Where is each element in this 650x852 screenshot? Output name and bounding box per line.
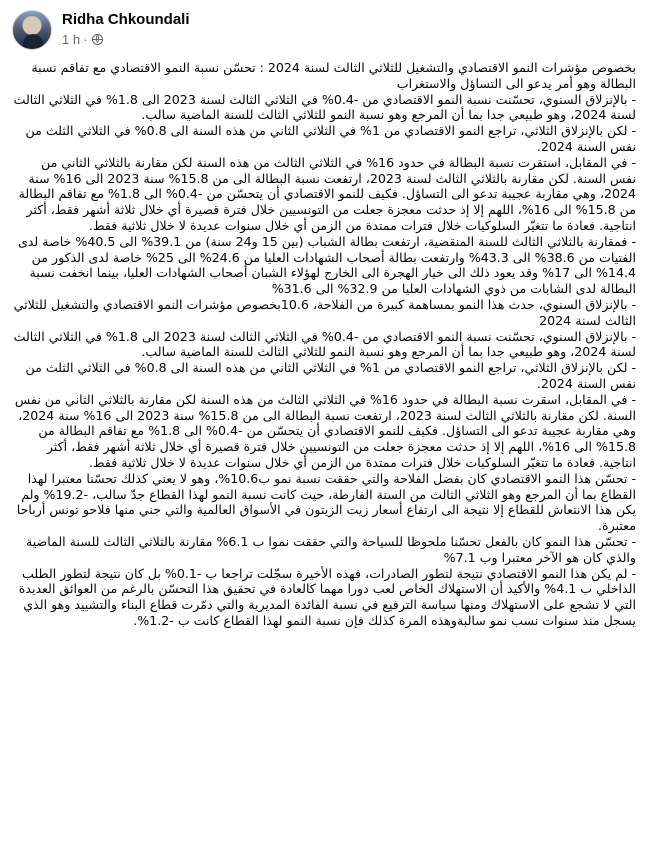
post-paragraph: - في المقابل، اسقرت نسبة البطالة في حدود 16% في الثلاثي الثالث من هذه السنة لكن مقارنة بالثلاثي الثاني من نفس السنة. لكن مقارنة بالثلاثي الثالث لسنة 2023، ارتفعت نسبة البطالة الى من 15.8% سنة 2023 الى 16% سنة 2024، وهي مقاربة عجيبة تدعو الى التساؤل. فكيف للنمو الاقتصادي أن يتحسّن من -0.4% الى 1.8% مع تفاقم البطالة من 15.8% الى 16%، اللهم إلا إذ حدثت معجزة جعلت من التونسيين خلال فترة قصيرة أي خلال ثلاثة أشهر فقط، أكثر انتاجية. فعادة ما تتغيّر السلوكيات خلال فترات ممتدة من الزمن أي خلال سنوات عديدة لا خلال ثلاثية فقط. [14,391,636,470]
post-paragraph: - بالإنزلاق السنوي، تحسّنت نسبة النمو الاقتصادي من -0.4% في الثلاثي الثالث لسنة 2023 الى 1.8% في الثلاثي الثالث لسنة 2024، وهو طبيعي جدا بما أن المرجع وهو نسبة النمو للثلاثي الثالث للسنة الماضية سالب. [13,328,636,360]
post-time[interactable]: 1 h [62,32,81,47]
post-paragraph: - في المقابل، استقرت نسبة البطالة في حدود 16% في الثلاثي الثالث من هذه السنة لكن مقارنة بالثلاثي الثاني من نفس السنة. لكن مقارنة بالثلاثي الثالث لسنة 2023، ارتفعت نسبة البطالة الى من 15.8% سنة 2023 الى 16% سنة 2024، وهي مقاربة عجيبة تدعو الى التساؤل. فكيف للنمو الاقتصادي أن يتحسّن من -0.4% الى 1.8% مع تفاقم البطالة من 15.8% الى 16%، اللهم إلا إذ حدثت معجزة جعلت من التونسيين خلال فترة قصيرة أي خلال ثلاثة أشهر فقط، أكثر انتاجية. فعادة ما تتغيّر السلوكيات خلال فترات ممتدة من الزمن أي خلال سنوات عديدة لا خلال ثلاثية فقط. [18,154,636,233]
post-meta [62,32,103,47]
post-paragraph: - لكن بالإنزلاق الثلاثي، تراجع النمو الاقتصادي من 1% في الثلاثي الثاني من هذه السنة الى 0.8% في الثلاثي الثلث من نفس السنة 2024. [25,360,636,391]
post-paragraph: - بالإنزلاق السنوي، تحسّنت نسبة النمو الاقتصادي من -0.4% في الثلاثي الثالث لسنة 2023 الى 1.8% في الثلاثي الثالث لسنة 2024، وهو طبيعي جدا بما أن المرجع وهو نسبة النمو للثلاثي الثالث للسنة الماضية سالب. [13,91,636,123]
post-paragraph: - بالإنزلاق السنوي، حدث هذا النمو بمساهمة كبيرة من الفلاحة، 10.6بخصوص مؤشرات النمو الاقتصادي والتشغيل للثلاثي الثالث لسنة 2024 [13,296,636,328]
post-paragraph: - تحسّن هذا النمو كان بالفعل تحسّنا ملحوظا للسياحة والتي حققت نموا ب 6.1% مقارنة بالثلاثي الثالث للسنة الماضية والذي كان هو الآخر معتبرا وب 7.1% [25,533,636,565]
post-paragraph: - لم يكن هذا النمو الاقتصادي نتيجة لتطور الصادرات، فهذه الأخيرة سجّلت تراجعا ب -0.1% بل كان نتيجة لتطور الطلب الداخلي ب 4.1% والأكيد أن الاستهلاك الخاص لعب دورا مهما كالعادة في تحقيق هذا التحسّن بالرغم من العوائق العديدة التي لا تشجع على الاستهلاك ومنها سياسة الترفيع في نسبة الفائدة المديرية والتي دمّرت قطاع البناء والتشييد وهو الذي يسجل منذ سنوات نسب نمو سالبةوهذه المرة كذلك فإن نسبة النمو لهذا القطاع كانت ب -1.2%. [18,565,636,628]
post-paragraph: بخصوص مؤشرات النمو الاقتصادي والتشغيل للثلاثي الثالث لسنة 2024 : تحسّن نسبة النمو الاقتصادي مع تفاقم نسبة البطالة وهو أمر يدعو الى التساؤل والاستغراب [31,60,636,91]
globe-icon[interactable] [92,34,103,45]
post-paragraph: - تحسّن هذا النمو الاقتصادي كان بفضل الفلاحة والتي حققت نسبة نمو ب10.6%، وهو لا يعني كذلك تحسّنا معتبرا لهذا القطاع بما أن المرجع وهو الثلاثي الثالث من السنة الفارطة، حيث كانت نسبة النمو لهذا القطاع جدّ سالب، -19.2% ولم يكن هذا الانتعاش للقطاع إلا نتيجة الى ارتفاع أسعار زيت الزيتون في الأسواق العالمية والتي جني منها فلاحو تونس أرباحا معتبرة. [16,470,636,534]
author-name[interactable]: Ridha Chkoundali [62,11,190,28]
author-avatar[interactable] [12,10,52,50]
post-text [12,60,636,629]
post-paragraph: - فمقارنة بالثلاثي الثالث للسنة المنقضية، ارتفعت بطالة الشباب (بين 15 و24 سنة) من 39.1% الى 40.5% خاصة لدى الفتيات من 38.6% الى 43.3% وارتفعت بطالة أصحاب الشهادات العليا من 24.6% الى 25% خاصة لدى الذكور من 14.4% الى 17% وقد يعود ذلك الى خيار الهجرة الى الخارج لهؤلاء الشبان أصحاب الشهادات العليا، بينما انخفت نسبة البطالة لدى الشابات من ذوي الشهادات العليا من 32.9% الى 31.6% [17,233,636,297]
post-paragraph: - لكن بالإنزلاق الثلاثي، تراجع النمو الاقتصادي من 1% في الثلاثي الثاني من هذه السنة الى 0.8% في الثلاثي الثلث من نفس السنة 2024. [25,123,636,154]
meta-separator: · [83,32,88,47]
post-header [0,0,650,58]
